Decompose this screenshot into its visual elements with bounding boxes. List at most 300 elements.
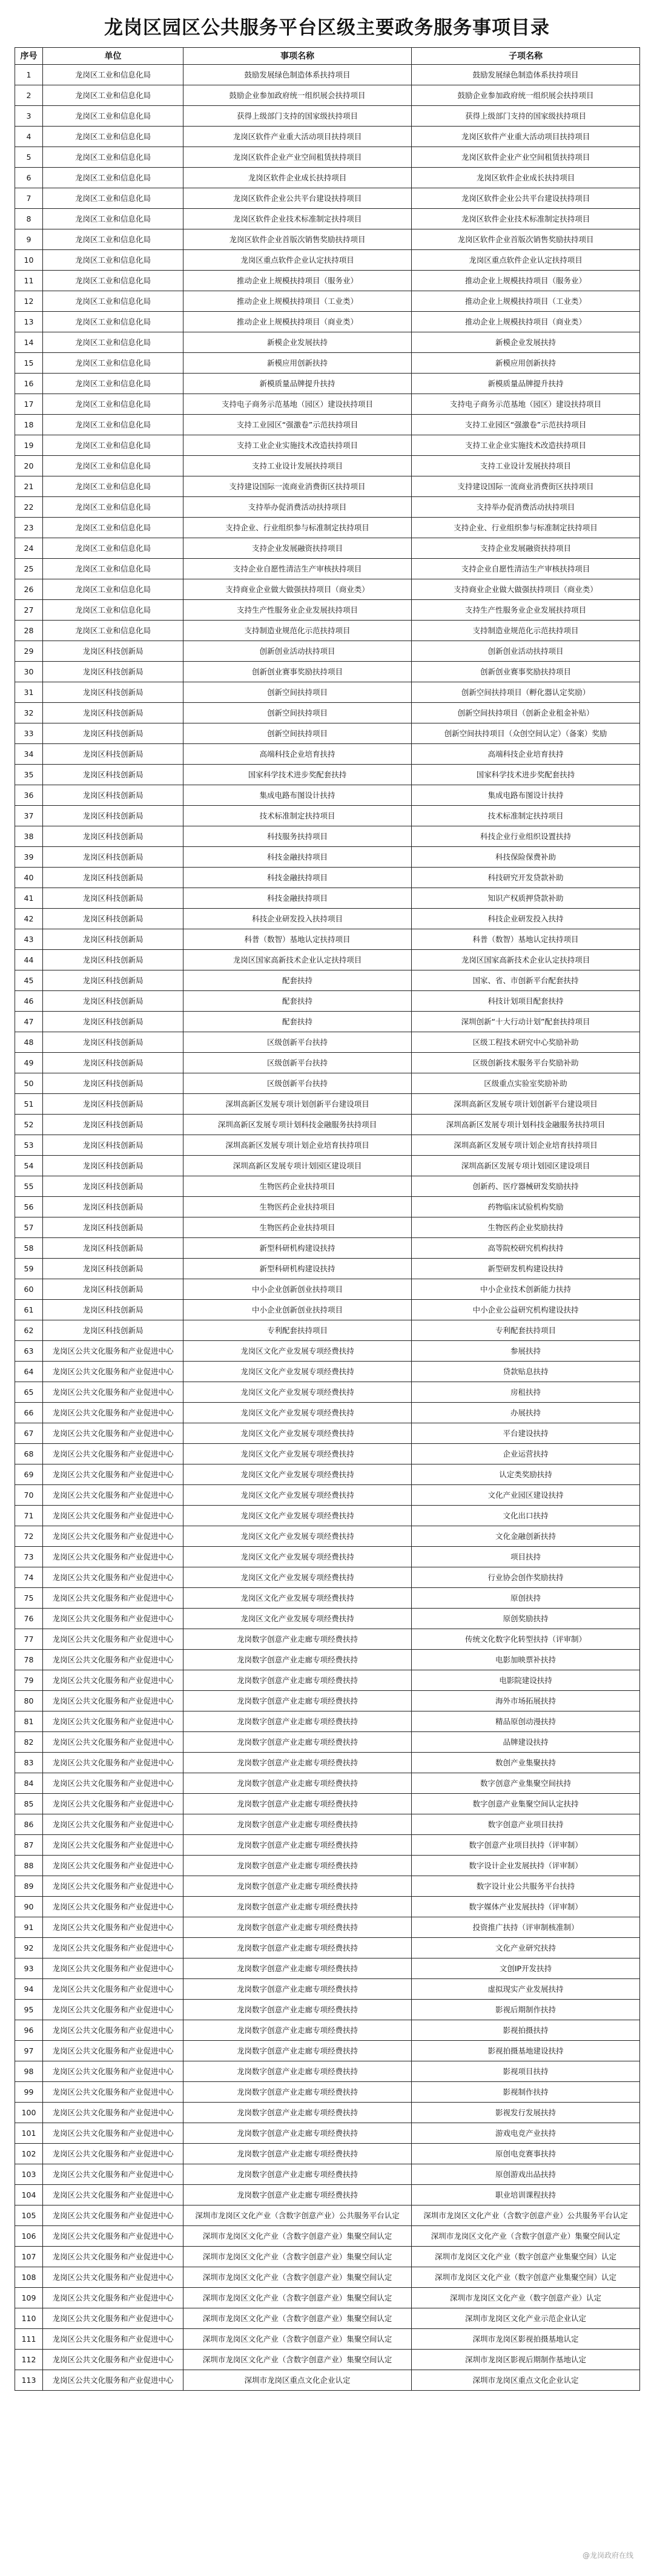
cell-item: 龙岗数字创意产业走廊专项经费扶持 bbox=[183, 1794, 412, 1814]
cell-sub: 新模质量品牌提升扶持 bbox=[412, 374, 640, 394]
cell-no: 72 bbox=[15, 1526, 43, 1547]
cell-no: 105 bbox=[15, 2205, 43, 2226]
cell-sub: 龙岗区软件企业公共平台建设扶持项目 bbox=[412, 188, 640, 209]
cell-no: 40 bbox=[15, 868, 43, 888]
cell-unit: 龙岗区科技创新局 bbox=[43, 1176, 183, 1197]
cell-sub: 支持工业企业实施技术改造扶持项目 bbox=[412, 435, 640, 456]
cell-unit: 龙岗区公共文化服务和产业促进中心 bbox=[43, 1958, 183, 1979]
table-row bbox=[15, 2103, 640, 2123]
cell-sub: 国家、省、市创新平台配套扶持 bbox=[412, 970, 640, 991]
cell-no: 53 bbox=[15, 1135, 43, 1156]
cell-item: 龙岗数字创意产业走廊专项经费扶持 bbox=[183, 1856, 412, 1876]
cell-unit: 龙岗区公共文化服务和产业促进中心 bbox=[43, 1464, 183, 1485]
cell-sub: 参展扶持 bbox=[412, 1341, 640, 1362]
table-row bbox=[15, 1197, 640, 1217]
cell-sub: 虚拟现实产业发展扶持 bbox=[412, 1979, 640, 2000]
table-row bbox=[15, 888, 640, 909]
cell-item: 龙岗数字创意产业走廊专项经费扶持 bbox=[183, 1958, 412, 1979]
cell-item: 龙岗数字创意产业走廊专项经费扶持 bbox=[183, 2144, 412, 2164]
cell-sub: 支持制造业规范化示范扶持项目 bbox=[412, 621, 640, 641]
cell-no: 32 bbox=[15, 703, 43, 723]
table-row bbox=[15, 2123, 640, 2144]
cell-no: 1 bbox=[15, 65, 43, 85]
cell-unit: 龙岗区工业和信息化局 bbox=[43, 497, 183, 518]
cell-sub: 投资推广扶持（评审制核准制） bbox=[412, 1917, 640, 1938]
cell-sub: 高等院校研究机构扶持 bbox=[412, 1238, 640, 1259]
cell-no: 57 bbox=[15, 1217, 43, 1238]
cell-item: 支持工业企业实施技术改造扶持项目 bbox=[183, 435, 412, 456]
table-header bbox=[15, 48, 640, 65]
cell-unit: 龙岗区公共文化服务和产业促进中心 bbox=[43, 2000, 183, 2020]
cell-sub: 龙岗区软件企业成长扶持项目 bbox=[412, 168, 640, 188]
cell-unit: 龙岗区工业和信息化局 bbox=[43, 600, 183, 621]
cell-item: 深圳市龙岗区文化产业（含数字创意产业）集聚空间认定 bbox=[183, 2288, 412, 2308]
cell-item: 专利配套扶持项目 bbox=[183, 1320, 412, 1341]
cell-no: 7 bbox=[15, 188, 43, 209]
cell-no: 24 bbox=[15, 538, 43, 559]
cell-sub: 创新空间扶持项目（创新企业租金补贴） bbox=[412, 703, 640, 723]
cell-sub: 影视项目扶持 bbox=[412, 2061, 640, 2082]
header-unit: 单位 bbox=[43, 48, 183, 65]
table-row bbox=[15, 1341, 640, 1362]
cell-no: 21 bbox=[15, 476, 43, 497]
table-row bbox=[15, 1979, 640, 2000]
cell-unit: 龙岗区公共文化服务和产业促进中心 bbox=[43, 2370, 183, 2391]
cell-unit: 龙岗区科技创新局 bbox=[43, 847, 183, 868]
cell-no: 30 bbox=[15, 662, 43, 682]
cell-sub: 新模应用创新扶持 bbox=[412, 353, 640, 374]
cell-unit: 龙岗区公共文化服务和产业促进中心 bbox=[43, 1567, 183, 1588]
cell-item: 生物医药企业扶持项目 bbox=[183, 1176, 412, 1197]
cell-unit: 龙岗区科技创新局 bbox=[43, 1238, 183, 1259]
cell-item: 龙岗数字创意产业走廊专项经费扶持 bbox=[183, 1691, 412, 1711]
cell-unit: 龙岗区公共文化服务和产业促进中心 bbox=[43, 1670, 183, 1691]
cell-sub: 数创产业集聚扶持 bbox=[412, 1753, 640, 1773]
cell-no: 46 bbox=[15, 991, 43, 1012]
cell-unit: 龙岗区科技创新局 bbox=[43, 1073, 183, 1094]
service-catalog-table bbox=[15, 47, 640, 2391]
cell-no: 76 bbox=[15, 1609, 43, 1629]
cell-sub: 影视拍摄基地建设扶持 bbox=[412, 2041, 640, 2061]
cell-sub: 深圳市龙岗区影视拍摄基地认定 bbox=[412, 2329, 640, 2350]
cell-no: 89 bbox=[15, 1876, 43, 1897]
cell-no: 9 bbox=[15, 229, 43, 250]
cell-item: 生物医药企业扶持项目 bbox=[183, 1217, 412, 1238]
cell-sub: 数字创意产业集聚空间认定扶持 bbox=[412, 1794, 640, 1814]
table-row bbox=[15, 641, 640, 662]
cell-sub: 支持工业园区“强激卷”示范扶持项目 bbox=[412, 415, 640, 435]
cell-item: 科技金融扶持项目 bbox=[183, 888, 412, 909]
cell-unit: 龙岗区科技创新局 bbox=[43, 1300, 183, 1320]
cell-sub: 创新空间扶持项目（孵化器认定奖励） bbox=[412, 682, 640, 703]
table-row bbox=[15, 1156, 640, 1176]
table-row bbox=[15, 1856, 640, 1876]
cell-unit: 龙岗区工业和信息化局 bbox=[43, 85, 183, 106]
cell-no: 8 bbox=[15, 209, 43, 229]
table-row bbox=[15, 744, 640, 765]
table-row bbox=[15, 312, 640, 332]
cell-item: 龙岗区软件产业重大活动项目扶持项目 bbox=[183, 127, 412, 147]
table-row bbox=[15, 1259, 640, 1279]
cell-no: 108 bbox=[15, 2267, 43, 2288]
cell-no: 12 bbox=[15, 291, 43, 312]
header-row bbox=[15, 48, 640, 65]
cell-no: 65 bbox=[15, 1382, 43, 1403]
table-row bbox=[15, 826, 640, 847]
cell-no: 58 bbox=[15, 1238, 43, 1259]
cell-sub: 行业协会创作奖励扶持 bbox=[412, 1567, 640, 1588]
cell-unit: 龙岗区公共文化服务和产业促进中心 bbox=[43, 1753, 183, 1773]
table-row bbox=[15, 2350, 640, 2370]
cell-sub: 数字设计企业发展扶持（评审制） bbox=[412, 1856, 640, 1876]
cell-item: 深圳市龙岗区文化产业（含数字创意产业）公共服务平台认定 bbox=[183, 2205, 412, 2226]
table-row bbox=[15, 662, 640, 682]
table-row bbox=[15, 65, 640, 85]
table-row bbox=[15, 1073, 640, 1094]
cell-unit: 龙岗区工业和信息化局 bbox=[43, 538, 183, 559]
cell-item: 龙岗区文化产业发展专项经费扶持 bbox=[183, 1609, 412, 1629]
cell-unit: 龙岗区工业和信息化局 bbox=[43, 209, 183, 229]
cell-sub: 支持生产性服务业企业发展扶持项目 bbox=[412, 600, 640, 621]
table-row bbox=[15, 1279, 640, 1300]
table-row bbox=[15, 1897, 640, 1917]
table-row bbox=[15, 1526, 640, 1547]
cell-item: 龙岗数字创意产业走廊专项经费扶持 bbox=[183, 1917, 412, 1938]
cell-item: 配套扶持 bbox=[183, 991, 412, 1012]
cell-item: 龙岗区软件企业公共平台建设扶持项目 bbox=[183, 188, 412, 209]
cell-no: 99 bbox=[15, 2082, 43, 2103]
cell-item: 中小企业创新创业扶持项目 bbox=[183, 1279, 412, 1300]
cell-no: 37 bbox=[15, 806, 43, 826]
cell-sub: 区级重点实验室奖励补助 bbox=[412, 1073, 640, 1094]
cell-sub: 支持企业发展融资扶持项目 bbox=[412, 538, 640, 559]
cell-unit: 龙岗区工业和信息化局 bbox=[43, 250, 183, 271]
cell-unit: 龙岗区公共文化服务和产业促进中心 bbox=[43, 1362, 183, 1382]
cell-item: 龙岗数字创意产业走廊专项经费扶持 bbox=[183, 1876, 412, 1897]
cell-unit: 龙岗区科技创新局 bbox=[43, 744, 183, 765]
cell-unit: 龙岗区工业和信息化局 bbox=[43, 229, 183, 250]
cell-no: 19 bbox=[15, 435, 43, 456]
cell-unit: 龙岗区工业和信息化局 bbox=[43, 435, 183, 456]
table-row bbox=[15, 1650, 640, 1670]
cell-no: 33 bbox=[15, 723, 43, 744]
cell-no: 63 bbox=[15, 1341, 43, 1362]
cell-unit: 龙岗区公共文化服务和产业促进中心 bbox=[43, 1732, 183, 1753]
table-row bbox=[15, 1032, 640, 1053]
table-row bbox=[15, 1176, 640, 1197]
cell-item: 科普（数智）基地认定扶持项目 bbox=[183, 929, 412, 950]
cell-no: 62 bbox=[15, 1320, 43, 1341]
cell-unit: 龙岗区工业和信息化局 bbox=[43, 312, 183, 332]
table-row bbox=[15, 559, 640, 579]
cell-item: 集成电路布图设计扶持 bbox=[183, 785, 412, 806]
cell-no: 2 bbox=[15, 85, 43, 106]
cell-unit: 龙岗区科技创新局 bbox=[43, 991, 183, 1012]
cell-unit: 龙岗区公共文化服务和产业促进中心 bbox=[43, 1794, 183, 1814]
cell-sub: 项目扶持 bbox=[412, 1547, 640, 1567]
cell-item: 新型科研机构建设扶持 bbox=[183, 1259, 412, 1279]
cell-no: 38 bbox=[15, 826, 43, 847]
cell-unit: 龙岗区公共文化服务和产业促进中心 bbox=[43, 1897, 183, 1917]
cell-item: 龙岗区文化产业发展专项经费扶持 bbox=[183, 1362, 412, 1382]
cell-unit: 龙岗区公共文化服务和产业促进中心 bbox=[43, 1382, 183, 1403]
table-row bbox=[15, 476, 640, 497]
cell-item: 龙岗数字创意产业走廊专项经费扶持 bbox=[183, 2020, 412, 2041]
table-row bbox=[15, 271, 640, 291]
table-row bbox=[15, 2308, 640, 2329]
cell-item: 支持建设国际一流商业消费街区扶持项目 bbox=[183, 476, 412, 497]
cell-item: 深圳高新区发展专项计划企业培育扶持项目 bbox=[183, 1135, 412, 1156]
cell-unit: 龙岗区公共文化服务和产业促进中心 bbox=[43, 1938, 183, 1958]
table-row bbox=[15, 1958, 640, 1979]
table-row bbox=[15, 2267, 640, 2288]
table-row bbox=[15, 1711, 640, 1732]
cell-unit: 龙岗区工业和信息化局 bbox=[43, 518, 183, 538]
table-row bbox=[15, 2144, 640, 2164]
cell-sub: 获得上级部门支持的国家级扶持项目 bbox=[412, 106, 640, 127]
cell-sub: 科技企业行业组织设置扶持 bbox=[412, 826, 640, 847]
cell-sub: 支持商业企业做大做强扶持项目（商业类） bbox=[412, 579, 640, 600]
cell-unit: 龙岗区科技创新局 bbox=[43, 765, 183, 785]
cell-sub: 品牌建设扶持 bbox=[412, 1732, 640, 1753]
cell-no: 17 bbox=[15, 394, 43, 415]
cell-unit: 龙岗区科技创新局 bbox=[43, 909, 183, 929]
cell-unit: 龙岗区工业和信息化局 bbox=[43, 579, 183, 600]
table-row bbox=[15, 703, 640, 723]
cell-sub: 精品原创动漫扶持 bbox=[412, 1711, 640, 1732]
cell-item: 龙岗区文化产业发展专项经费扶持 bbox=[183, 1444, 412, 1464]
cell-unit: 龙岗区科技创新局 bbox=[43, 1115, 183, 1135]
table-row bbox=[15, 332, 640, 353]
cell-sub: 推动企业上规模扶持项目（商业类） bbox=[412, 312, 640, 332]
cell-item: 龙岗数字创意产业走廊专项经费扶持 bbox=[183, 2123, 412, 2144]
cell-no: 59 bbox=[15, 1259, 43, 1279]
cell-no: 54 bbox=[15, 1156, 43, 1176]
cell-unit: 龙岗区公共文化服务和产业促进中心 bbox=[43, 1650, 183, 1670]
cell-item: 龙岗区软件企业成长扶持项目 bbox=[183, 168, 412, 188]
cell-no: 82 bbox=[15, 1732, 43, 1753]
cell-unit: 龙岗区公共文化服务和产业促进中心 bbox=[43, 1691, 183, 1711]
cell-sub: 深圳市龙岗区影视后期制作基地认定 bbox=[412, 2350, 640, 2370]
cell-item: 龙岗数字创意产业走廊专项经费扶持 bbox=[183, 1670, 412, 1691]
cell-sub: 办展扶持 bbox=[412, 1403, 640, 1423]
table-row bbox=[15, 2041, 640, 2061]
cell-item: 龙岗区文化产业发展专项经费扶持 bbox=[183, 1588, 412, 1609]
cell-sub: 贷款贴息扶持 bbox=[412, 1362, 640, 1382]
cell-sub: 游戏电竞产业扶持 bbox=[412, 2123, 640, 2144]
cell-item: 龙岗数字创意产业走廊专项经费扶持 bbox=[183, 1979, 412, 2000]
table-row bbox=[15, 1835, 640, 1856]
table-row bbox=[15, 435, 640, 456]
cell-sub: 新型研发机构建设扶持 bbox=[412, 1259, 640, 1279]
cell-no: 100 bbox=[15, 2103, 43, 2123]
cell-unit: 龙岗区公共文化服务和产业促进中心 bbox=[43, 1547, 183, 1567]
cell-item: 龙岗区文化产业发展专项经费扶持 bbox=[183, 1506, 412, 1526]
cell-item: 龙岗区国家高新技术企业认定扶持项目 bbox=[183, 950, 412, 970]
cell-item: 创新创业赛事奖励扶持项目 bbox=[183, 662, 412, 682]
table-row bbox=[15, 106, 640, 127]
cell-item: 深圳高新区发展专项计划科技金融服务扶持项目 bbox=[183, 1115, 412, 1135]
cell-unit: 龙岗区公共文化服务和产业促进中心 bbox=[43, 2185, 183, 2205]
cell-sub: 技术标准制定扶持项目 bbox=[412, 806, 640, 826]
cell-unit: 龙岗区工业和信息化局 bbox=[43, 353, 183, 374]
cell-item: 科技服务扶持项目 bbox=[183, 826, 412, 847]
cell-unit: 龙岗区公共文化服务和产业促进中心 bbox=[43, 1485, 183, 1506]
table-row bbox=[15, 1917, 640, 1938]
cell-item: 龙岗区文化产业发展专项经费扶持 bbox=[183, 1485, 412, 1506]
table-row bbox=[15, 497, 640, 518]
cell-unit: 龙岗区公共文化服务和产业促进中心 bbox=[43, 1403, 183, 1423]
cell-unit: 龙岗区公共文化服务和产业促进中心 bbox=[43, 2164, 183, 2185]
cell-item: 支持企业自愿性清洁生产审核扶持项目 bbox=[183, 559, 412, 579]
table-row bbox=[15, 1094, 640, 1115]
cell-item: 龙岗数字创意产业走廊专项经费扶持 bbox=[183, 2000, 412, 2020]
cell-no: 60 bbox=[15, 1279, 43, 1300]
cell-unit: 龙岗区工业和信息化局 bbox=[43, 127, 183, 147]
table-row bbox=[15, 2205, 640, 2226]
table-row bbox=[15, 2226, 640, 2247]
table-row bbox=[15, 1773, 640, 1794]
cell-item: 国家科学技术进步奖配套扶持 bbox=[183, 765, 412, 785]
cell-no: 14 bbox=[15, 332, 43, 353]
cell-item: 科技金融扶持项目 bbox=[183, 847, 412, 868]
cell-sub: 原创游戏出品扶持 bbox=[412, 2164, 640, 2185]
cell-item: 支持举办促消费活动扶持项目 bbox=[183, 497, 412, 518]
cell-sub: 深圳市龙岗区文化产业示范企业认定 bbox=[412, 2308, 640, 2329]
cell-unit: 龙岗区公共文化服务和产业促进中心 bbox=[43, 1876, 183, 1897]
cell-item: 龙岗区文化产业发展专项经费扶持 bbox=[183, 1403, 412, 1423]
cell-sub: 文创IP开发扶持 bbox=[412, 1958, 640, 1979]
cell-no: 112 bbox=[15, 2350, 43, 2370]
cell-sub: 影视制作扶持 bbox=[412, 2082, 640, 2103]
table-row bbox=[15, 147, 640, 168]
cell-item: 支持工业园区“强激卷”示范扶持项目 bbox=[183, 415, 412, 435]
cell-sub: 深圳市龙岗区文化产业（含数字创意产业）集聚空间认定 bbox=[412, 2226, 640, 2247]
cell-item: 龙岗数字创意产业走廊专项经费扶持 bbox=[183, 2061, 412, 2082]
cell-no: 3 bbox=[15, 106, 43, 127]
cell-no: 4 bbox=[15, 127, 43, 147]
cell-sub: 职业培训课程扶持 bbox=[412, 2185, 640, 2205]
table-row bbox=[15, 2061, 640, 2082]
table-row bbox=[15, 2185, 640, 2205]
table-row bbox=[15, 1382, 640, 1403]
cell-unit: 龙岗区公共文化服务和产业促进中心 bbox=[43, 2061, 183, 2082]
cell-item: 龙岗数字创意产业走廊专项经费扶持 bbox=[183, 1650, 412, 1670]
cell-no: 81 bbox=[15, 1711, 43, 1732]
cell-no: 96 bbox=[15, 2020, 43, 2041]
cell-no: 106 bbox=[15, 2226, 43, 2247]
cell-unit: 龙岗区科技创新局 bbox=[43, 950, 183, 970]
cell-no: 20 bbox=[15, 456, 43, 476]
cell-no: 67 bbox=[15, 1423, 43, 1444]
cell-sub: 推动企业上规模扶持项目（工业类） bbox=[412, 291, 640, 312]
table-row bbox=[15, 1362, 640, 1382]
cell-unit: 龙岗区公共文化服务和产业促进中心 bbox=[43, 2205, 183, 2226]
cell-no: 47 bbox=[15, 1012, 43, 1032]
cell-item: 深圳市龙岗区文化产业（含数字创意产业）集聚空间认定 bbox=[183, 2247, 412, 2267]
cell-item: 龙岗数字创意产业走廊专项经费扶持 bbox=[183, 1629, 412, 1650]
cell-unit: 龙岗区科技创新局 bbox=[43, 888, 183, 909]
table-row bbox=[15, 1115, 640, 1135]
cell-item: 配套扶持 bbox=[183, 970, 412, 991]
cell-unit: 龙岗区公共文化服务和产业促进中心 bbox=[43, 1588, 183, 1609]
cell-no: 39 bbox=[15, 847, 43, 868]
table-row bbox=[15, 579, 640, 600]
cell-no: 71 bbox=[15, 1506, 43, 1526]
cell-item: 创新空间扶持项目 bbox=[183, 723, 412, 744]
cell-item: 生物医药企业扶持项目 bbox=[183, 1197, 412, 1217]
cell-unit: 龙岗区科技创新局 bbox=[43, 1094, 183, 1115]
cell-no: 68 bbox=[15, 1444, 43, 1464]
table-row bbox=[15, 229, 640, 250]
cell-unit: 龙岗区科技创新局 bbox=[43, 662, 183, 682]
cell-item: 新模质量品牌提升扶持 bbox=[183, 374, 412, 394]
cell-no: 11 bbox=[15, 271, 43, 291]
cell-no: 31 bbox=[15, 682, 43, 703]
cell-no: 50 bbox=[15, 1073, 43, 1094]
cell-no: 15 bbox=[15, 353, 43, 374]
cell-sub: 文化产业园区建设扶持 bbox=[412, 1485, 640, 1506]
cell-no: 90 bbox=[15, 1897, 43, 1917]
cell-no: 26 bbox=[15, 579, 43, 600]
cell-unit: 龙岗区公共文化服务和产业促进中心 bbox=[43, 1506, 183, 1526]
cell-sub: 深圳高新区发展专项计划创新平台建设项目 bbox=[412, 1094, 640, 1115]
table-row bbox=[15, 1794, 640, 1814]
cell-no: 103 bbox=[15, 2164, 43, 2185]
table-row bbox=[15, 991, 640, 1012]
cell-no: 41 bbox=[15, 888, 43, 909]
cell-unit: 龙岗区科技创新局 bbox=[43, 1053, 183, 1073]
cell-item: 新模应用创新扶持 bbox=[183, 353, 412, 374]
cell-no: 74 bbox=[15, 1567, 43, 1588]
cell-item: 创新空间扶持项目 bbox=[183, 703, 412, 723]
cell-sub: 原创奖励扶持 bbox=[412, 1609, 640, 1629]
cell-sub: 科技研究开发贷款补助 bbox=[412, 868, 640, 888]
cell-no: 42 bbox=[15, 909, 43, 929]
cell-sub: 龙岗区重点软件企业认定扶持项目 bbox=[412, 250, 640, 271]
cell-no: 109 bbox=[15, 2288, 43, 2308]
cell-item: 龙岗区文化产业发展专项经费扶持 bbox=[183, 1382, 412, 1403]
cell-item: 龙岗数字创意产业走廊专项经费扶持 bbox=[183, 1753, 412, 1773]
table-row bbox=[15, 1609, 640, 1629]
cell-unit: 龙岗区科技创新局 bbox=[43, 868, 183, 888]
cell-no: 91 bbox=[15, 1917, 43, 1938]
table-row bbox=[15, 2247, 640, 2267]
table-row bbox=[15, 353, 640, 374]
cell-no: 78 bbox=[15, 1650, 43, 1670]
cell-no: 56 bbox=[15, 1197, 43, 1217]
cell-sub: 创新药、医疗器械研发奖励扶持 bbox=[412, 1176, 640, 1197]
cell-unit: 龙岗区公共文化服务和产业促进中心 bbox=[43, 1856, 183, 1876]
cell-sub: 高端科技企业培育扶持 bbox=[412, 744, 640, 765]
cell-unit: 龙岗区工业和信息化局 bbox=[43, 332, 183, 353]
cell-sub: 原创扶持 bbox=[412, 1588, 640, 1609]
header-item: 事项名称 bbox=[183, 48, 412, 65]
table-row bbox=[15, 518, 640, 538]
table-row bbox=[15, 1691, 640, 1711]
cell-unit: 龙岗区公共文化服务和产业促进中心 bbox=[43, 2267, 183, 2288]
cell-no: 48 bbox=[15, 1032, 43, 1053]
cell-no: 83 bbox=[15, 1753, 43, 1773]
table-row bbox=[15, 1506, 640, 1526]
table-row bbox=[15, 1012, 640, 1032]
cell-no: 13 bbox=[15, 312, 43, 332]
table-row bbox=[15, 1876, 640, 1897]
cell-no: 35 bbox=[15, 765, 43, 785]
table-row bbox=[15, 2082, 640, 2103]
cell-sub: 科普（数智）基地认定扶持项目 bbox=[412, 929, 640, 950]
cell-sub: 龙岗区软件企业产业空间租赁扶持项目 bbox=[412, 147, 640, 168]
